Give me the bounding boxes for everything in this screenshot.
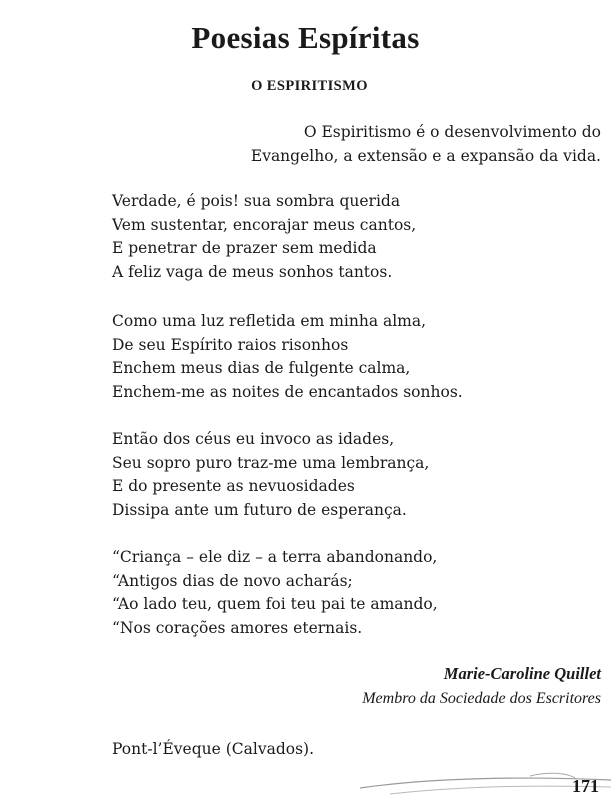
verse-line: Então dos céus eu invoco as idades, [112, 430, 395, 448]
verse-line: E do presente as nevuosidades [112, 477, 355, 496]
place-line: Pont-l’Éveque (Calvados). [112, 740, 314, 758]
verse-line: Enchem meus dias de fulgente calma, [112, 359, 411, 378]
epigraph [141, 120, 601, 168]
stanza-1 [112, 190, 592, 284]
page-title: Poesias Espíritas [191, 20, 420, 55]
epigraph-line: O Espiritismo é o desenvolvimento do [303, 123, 601, 141]
verse-line: “Criança – ele diz – a terra abandonando, [112, 548, 438, 566]
verse-line: Seu sopro puro traz-me uma lembrança, [112, 453, 430, 472]
author-role: Membro da Sociedade dos Escritores [362, 690, 601, 707]
verse-line: E penetrar de prazer sem medida [112, 239, 377, 258]
verse-line: De seu Espírito raios risonhos [112, 335, 349, 354]
page-number: 171 [572, 776, 599, 796]
verse-line: Como uma luz refletida em minha alma, [112, 312, 427, 330]
verse-line: A feliz vaga de meus sonhos tantos. [112, 262, 393, 281]
page-corner-ornament [0, 770, 611, 810]
epigraph-line: Evangelho, a extensão e a expansão da vida. [250, 147, 601, 165]
verse-line: “Ao lado teu, quem foi teu pai te amando, [112, 595, 438, 614]
verse-line: “Nos corações amores eternais. [112, 618, 363, 637]
verse-line: Enchem-me as noites de encantados sonhos. [112, 382, 463, 401]
poem-title: O ESPIRITISMO [251, 78, 368, 94]
verse-line: “Antigos dias de novo acharás; [112, 571, 353, 590]
verse-line: Dissipa ante um futuro de esperança. [112, 500, 407, 519]
stanza-2 [112, 310, 592, 404]
author-name: Marie-Caroline Quillet [443, 664, 601, 683]
stanza-3 [112, 428, 592, 522]
verse-line: Verdade, é pois! sua sombra querida [112, 192, 401, 210]
verse-line: Vem sustentar, encorajar meus cantos, [112, 215, 417, 234]
stanza-4 [112, 546, 592, 640]
